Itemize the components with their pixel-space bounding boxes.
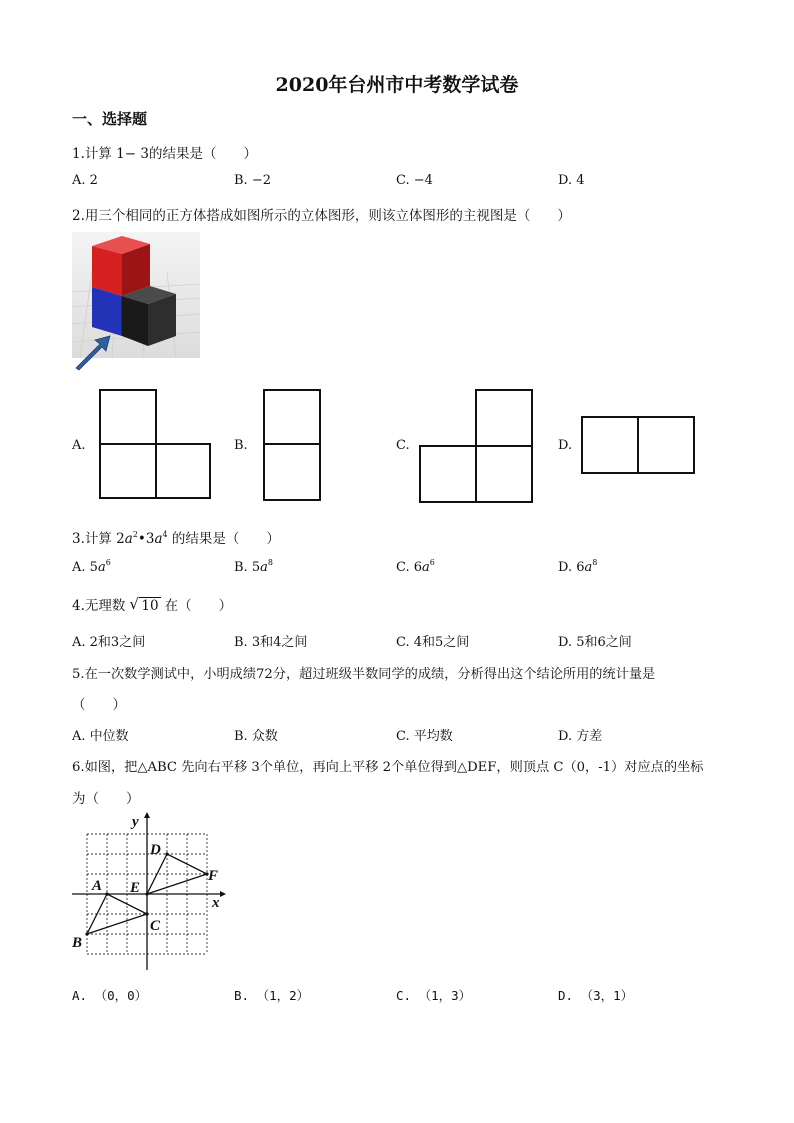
point-a-label: A — [92, 878, 103, 894]
q1-option-c[interactable]: C. −4 — [396, 173, 433, 188]
q3-opt-c-var: a — [422, 560, 430, 575]
q3-var-a2: a — [154, 531, 163, 547]
coordinate-graph — [70, 812, 230, 972]
question-3 — [72, 527, 280, 547]
q3-option-c[interactable] — [396, 558, 435, 575]
x-axis-label: x — [212, 895, 220, 911]
question-1 — [72, 142, 257, 162]
q5-option-b[interactable]: B. 众数 — [234, 729, 278, 744]
q4-radicand: 10 — [141, 598, 159, 614]
q3-opt-a-label: A. 5 — [72, 560, 98, 575]
q1-option-b[interactable]: B. −2 — [234, 173, 271, 188]
q5-option-d[interactable]: D. 方差 — [558, 729, 603, 744]
q1-minus: − — [124, 146, 137, 162]
question-2: 2.用三个相同的正方体搭成如图所示的立体图形，则该立体图形的主视图是（ ） — [72, 208, 571, 224]
q3-opt-d-var: a — [584, 560, 593, 575]
q4-tail: 在（ ） — [164, 598, 233, 614]
view-arrow-icon — [72, 334, 112, 370]
point-d-label: D — [150, 842, 161, 858]
q3-opt-a-exp: 6 — [105, 558, 111, 567]
q6-option-c[interactable]: C. （1，3） — [396, 988, 472, 1003]
q2-option-b-label[interactable]: B. — [234, 438, 248, 453]
q4-option-a[interactable]: A. 2和3之间 — [72, 635, 146, 650]
q5-option-c[interactable]: C. 平均数 — [396, 729, 453, 744]
q2-option-d-label[interactable]: D. — [558, 438, 573, 453]
q2-option-c-figure[interactable] — [418, 388, 536, 504]
question-4 — [72, 594, 232, 614]
point-f-label: F — [208, 868, 219, 884]
q6-option-a[interactable]: A. （0，0） — [72, 988, 148, 1003]
q3-opt-c-label: C. 6 — [396, 560, 423, 575]
q3-opt-d-exp: 8 — [592, 558, 598, 567]
q6-option-b[interactable]: B. （1，2） — [234, 988, 310, 1003]
q3-option-d[interactable] — [558, 558, 597, 575]
sqrt-symbol: √ 10 — [129, 595, 159, 614]
q6-option-d[interactable]: D. （3，1） — [558, 988, 634, 1003]
q3-option-a[interactable] — [72, 558, 111, 575]
q3-exp2: 4 — [162, 530, 168, 539]
page-title: 2020年台州市中考数学试卷 — [275, 74, 519, 96]
q3-opt-b-var: a — [260, 560, 268, 575]
q3-opt-b-label: B. 5 — [234, 560, 261, 575]
q4-option-b[interactable]: B. 3和4之间 — [234, 635, 308, 650]
q3-prefix: 3.计算 2 — [72, 531, 125, 547]
q3-opt-a-var: a — [97, 560, 106, 575]
q3-exp1: 2 — [132, 530, 138, 539]
q1-option-a[interactable]: A. 2 — [72, 173, 98, 188]
q1-prefix: 1.计算 1 — [72, 146, 125, 162]
point-b-label: B — [72, 935, 83, 951]
q2-option-b-figure[interactable] — [262, 388, 324, 502]
q4-option-c[interactable]: C. 4和5之间 — [396, 635, 470, 650]
q1-option-d[interactable]: D. 4 — [558, 173, 585, 188]
question-6-line-1: 6.如图，把△ABC 先向右平移 3个单位，再向上平移 2个单位得到△DEF，则顶点 C（0，-1）对应点的坐标 — [72, 760, 704, 775]
q4-prefix: 4.无理数 — [72, 598, 126, 614]
question-5-line-1: 5.在一次数学测试中，小明成绩72分，超过班级半数同学的成绩，分析得出这个结论所用的统计量是 — [72, 667, 656, 682]
q1-tail: 3的结果是（ ） — [136, 146, 257, 162]
q5-option-a[interactable]: A. 中位数 — [72, 729, 129, 744]
q3-var-a1: a — [124, 531, 133, 547]
q3-opt-d-label: D. 6 — [558, 560, 585, 575]
q2-option-a-label[interactable]: A. — [72, 438, 86, 453]
q2-option-c-label[interactable]: C. — [396, 438, 410, 453]
point-e-label: E — [130, 880, 141, 896]
q3-opt-c-exp: 6 — [429, 558, 435, 567]
q2-option-a-figure[interactable] — [98, 388, 214, 500]
q3-option-b[interactable] — [234, 558, 273, 575]
q4-option-d[interactable]: D. 5和6之间 — [558, 635, 632, 650]
section-heading: 一、选择题 — [72, 110, 148, 128]
y-axis-label: y — [132, 814, 139, 830]
q3-opt-b-exp: 8 — [267, 558, 273, 567]
q2-option-d-figure[interactable] — [580, 415, 698, 477]
q3-tail: 的结果是（ ） — [167, 531, 280, 547]
q3-mid: •3 — [137, 531, 155, 547]
question-5-line-2: （ ） — [72, 697, 126, 713]
question-6-line-2: 为（ ） — [72, 791, 140, 807]
point-c-label: C — [150, 918, 161, 934]
